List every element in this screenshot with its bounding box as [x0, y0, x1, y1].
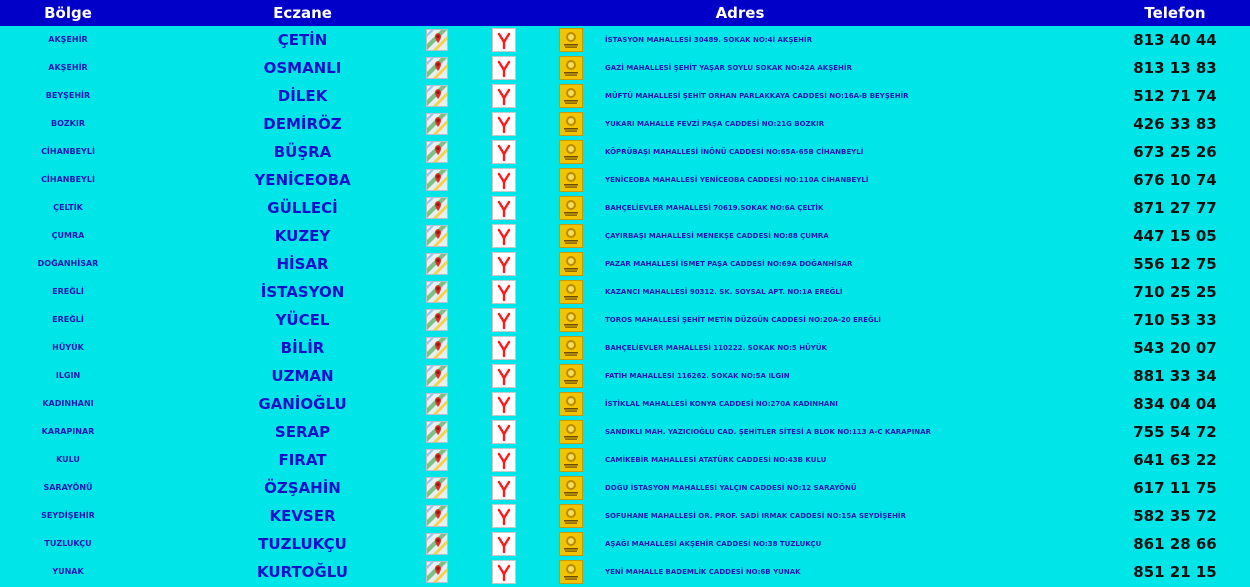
header-phone: Telefon [1144, 4, 1206, 22]
table-row [0, 418, 1250, 446]
address-cell: TOROS MAHALLESİ ŞEHİT METİN DÜZGÜN CADDESİ NO:20A-20 EREĞLİ [605, 316, 881, 324]
yandex-maps-icon[interactable] [492, 28, 516, 52]
phone-cell[interactable]: 710 53 33 [1133, 311, 1217, 329]
phone-cell[interactable]: 673 25 26 [1133, 143, 1217, 161]
address-cell: BAHÇELİEVLER MAHALLESİ 110222. SOKAK NO:5 HÜYÜK [605, 344, 827, 352]
eczaci-odasi-logo-icon[interactable] [559, 224, 583, 248]
address-cell: YUKARI MAHALLE FEVZİ PAŞA CADDESİ NO:21G BOZKIR [605, 120, 825, 128]
google-maps-icon[interactable] [426, 113, 448, 135]
region-cell: ÇUMRA [51, 231, 85, 240]
google-maps-icon[interactable] [426, 561, 448, 583]
region-cell: YUNAK [52, 567, 84, 576]
pharmacy-name[interactable]: KEVSER [269, 507, 336, 525]
eczaci-odasi-logo-icon[interactable] [559, 112, 583, 136]
table-row [0, 530, 1250, 558]
phone-cell[interactable]: 676 10 74 [1133, 171, 1217, 189]
pharmacy-name[interactable]: ÇETİN [277, 31, 328, 49]
phone-cell[interactable]: 617 11 75 [1133, 479, 1217, 497]
table-row [0, 474, 1250, 502]
address-cell: YENİ MAHALLE BADEMLİK CADDESİ NO:6B YUNAK [605, 568, 801, 576]
google-maps-icon[interactable] [426, 225, 448, 247]
pharmacy-list [0, 26, 1250, 586]
pharmacy-name[interactable]: BİLİR [280, 339, 325, 357]
google-maps-icon[interactable] [426, 449, 448, 471]
phone-cell[interactable]: 641 63 22 [1133, 451, 1217, 469]
eczaci-odasi-logo-icon[interactable] [559, 252, 583, 276]
pharmacy-name[interactable]: HİSAR [276, 255, 329, 273]
eczaci-odasi-logo-icon[interactable] [559, 476, 583, 500]
address-cell: KÖPRÜBAŞI MAHALLESİ İNÖNÜ CADDESİ NO:65A-65B CİHANBEYLİ [605, 148, 864, 156]
address-cell: YENİCEOBA MAHALLESİ YENİCEOBA CADDESİ NO:110A CİHANBEYLİ [605, 176, 869, 184]
yandex-maps-icon[interactable] [492, 140, 516, 164]
google-maps-icon[interactable] [426, 85, 448, 107]
eczaci-odasi-logo-icon[interactable] [559, 56, 583, 80]
google-maps-icon[interactable] [426, 169, 448, 191]
google-maps-icon[interactable] [426, 477, 448, 499]
pharmacy-name[interactable]: DEMİRÖZ [263, 115, 342, 133]
table-row [0, 54, 1250, 82]
yandex-maps-icon[interactable] [492, 392, 516, 416]
yandex-maps-icon[interactable] [492, 532, 516, 556]
header-pharmacy: Eczane [273, 4, 332, 22]
eczaci-odasi-logo-icon[interactable] [559, 504, 583, 528]
eczaci-odasi-logo-icon[interactable] [559, 336, 583, 360]
table-row [0, 250, 1250, 278]
phone-cell[interactable]: 813 40 44 [1133, 31, 1217, 49]
phone-cell[interactable]: 426 33 83 [1133, 115, 1217, 133]
google-maps-icon[interactable] [426, 365, 448, 387]
yandex-maps-icon[interactable] [492, 168, 516, 192]
region-cell: AKŞEHİR [48, 35, 88, 44]
google-maps-icon[interactable] [426, 309, 448, 331]
google-maps-icon[interactable] [426, 57, 448, 79]
phone-cell[interactable]: 871 27 77 [1133, 199, 1217, 217]
header-region: Bölge [44, 4, 92, 22]
table-row [0, 26, 1250, 54]
eczaci-odasi-logo-icon[interactable] [559, 196, 583, 220]
google-maps-icon[interactable] [426, 197, 448, 219]
yandex-maps-icon[interactable] [492, 308, 516, 332]
address-cell: BAHÇELİEVLER MAHALLESİ 70619.SOKAK NO:6A ÇELTİK [605, 204, 824, 212]
address-cell: ÇAYIRBAŞI MAHALLESİ MENEKŞE CADDESİ NO:88 ÇUMRA [605, 232, 829, 240]
yandex-maps-icon[interactable] [492, 224, 516, 248]
table-row [0, 278, 1250, 306]
table-row [0, 306, 1250, 334]
yandex-maps-icon[interactable] [492, 504, 516, 528]
region-cell: HÜYÜK [52, 343, 84, 352]
phone-cell[interactable]: 582 35 72 [1133, 507, 1217, 525]
google-maps-icon[interactable] [426, 141, 448, 163]
google-maps-icon[interactable] [426, 29, 448, 51]
region-cell: KULU [56, 455, 80, 464]
address-cell: KAZANCI MAHALLESİ 90312. SK. SOYSAL APT. NO:1A EREĞLİ [605, 288, 843, 296]
address-cell: SOFUHANE MAHALLESİ OR. PROF. SADİ IRMAK CADDESİ NO:15A SEYDİŞEHİR [605, 512, 906, 520]
phone-cell[interactable]: 813 13 83 [1133, 59, 1217, 77]
table-row [0, 558, 1250, 586]
eczaci-odasi-logo-icon[interactable] [559, 168, 583, 192]
phone-cell[interactable]: 755 54 72 [1133, 423, 1217, 441]
phone-cell[interactable]: 556 12 75 [1133, 255, 1217, 273]
phone-cell[interactable]: 861 28 66 [1133, 535, 1217, 553]
eczaci-odasi-logo-icon[interactable] [559, 280, 583, 304]
region-cell: EREĞLİ [52, 287, 84, 296]
pharmacy-name[interactable]: DİLEK [277, 87, 328, 105]
table-row [0, 110, 1250, 138]
yandex-maps-icon[interactable] [492, 336, 516, 360]
eczaci-odasi-logo-icon[interactable] [559, 420, 583, 444]
table-row [0, 222, 1250, 250]
address-cell: İSTİKLAL MAHALLESİ KONYA CADDESİ NO:270A KADINHANI [605, 400, 838, 408]
pharmacy-name[interactable]: YÜCEL [275, 311, 330, 329]
region-cell: TUZLUKÇU [44, 539, 92, 548]
phone-cell[interactable]: 851 21 15 [1133, 563, 1217, 581]
eczaci-odasi-logo-icon[interactable] [559, 84, 583, 108]
pharmacy-name[interactable]: YENİCEOBA [254, 171, 351, 189]
eczaci-odasi-logo-icon[interactable] [559, 308, 583, 332]
pharmacy-name[interactable]: FIRAT [278, 451, 327, 469]
region-cell: BEYŞEHİR [45, 91, 91, 100]
table-row [0, 194, 1250, 222]
eczaci-odasi-logo-icon[interactable] [559, 364, 583, 388]
eczaci-odasi-logo-icon[interactable] [559, 532, 583, 556]
yandex-maps-icon[interactable] [492, 448, 516, 472]
header-address: Adres [715, 4, 765, 22]
google-maps-icon[interactable] [426, 281, 448, 303]
pharmacy-name[interactable]: GÜLLECİ [267, 199, 338, 217]
yandex-maps-icon[interactable] [492, 560, 516, 584]
yandex-maps-icon[interactable] [492, 280, 516, 304]
google-maps-icon[interactable] [426, 253, 448, 275]
pharmacy-name[interactable]: İSTASYON [260, 283, 345, 301]
pharmacy-name[interactable]: GANİOĞLU [258, 395, 347, 413]
address-cell: İSTASYON MAHALLESİ 30489. SOKAK NO:4İ AKŞEHİR [605, 36, 813, 44]
pharmacy-name[interactable]: KURTOĞLU [257, 563, 348, 581]
table-row [0, 166, 1250, 194]
eczaci-odasi-logo-icon[interactable] [559, 392, 583, 416]
yandex-maps-icon[interactable] [492, 252, 516, 276]
region-cell: SEYDİŞEHİR [41, 511, 95, 520]
google-maps-icon[interactable] [426, 421, 448, 443]
region-cell: SARAYÖNÜ [43, 483, 93, 492]
address-cell: AŞAĞI MAHALLESİ AKŞEHİR CADDESİ NO:38 TUZLUKÇU [605, 540, 822, 548]
phone-cell[interactable]: 881 33 34 [1133, 367, 1217, 385]
table-row [0, 362, 1250, 390]
yandex-maps-icon[interactable] [492, 196, 516, 220]
region-cell: CİHANBEYLİ [41, 175, 95, 184]
pharmacy-name[interactable]: BÜŞRA [273, 143, 332, 161]
address-cell: SANDIKLI MAH. YAZICIOĞLU CAD. ŞEHİTLER SİTESİ A BLOK NO:113 A-C KARAPINAR [605, 428, 931, 436]
address-cell: FATİH MAHALLESİ 116262. SOKAK NO:5A ILGIN [605, 372, 790, 380]
region-cell: KADINHANI [42, 399, 94, 408]
pharmacy-name[interactable]: OSMANLI [263, 59, 342, 77]
eczaci-odasi-logo-icon[interactable] [559, 560, 583, 584]
pharmacy-name[interactable]: TUZLUKÇU [258, 535, 347, 553]
address-cell: PAZAR MAHALLESİ İSMET PAŞA CADDESİ NO:69A DOĞANHİSAR [605, 260, 853, 268]
google-maps-icon[interactable] [426, 533, 448, 555]
table-row [0, 138, 1250, 166]
table-row [0, 390, 1250, 418]
pharmacy-name[interactable]: UZMAN [271, 367, 334, 385]
pharmacy-name[interactable]: SERAP [274, 423, 331, 441]
address-cell: MÜFTÜ MAHALLESİ ŞEHİT ORHAN PARLAKKAYA CADDESİ NO:16A-B BEYŞEHİR [605, 92, 909, 100]
pharmacy-name[interactable]: KUZEY [274, 227, 331, 245]
eczaci-odasi-logo-icon[interactable] [559, 140, 583, 164]
phone-cell[interactable]: 447 15 05 [1133, 227, 1217, 245]
google-maps-icon[interactable] [426, 337, 448, 359]
table-row [0, 334, 1250, 362]
eczaci-odasi-logo-icon[interactable] [559, 28, 583, 52]
phone-cell[interactable]: 543 20 07 [1133, 339, 1217, 357]
address-cell: DOĞU İSTASYON MAHALLESİ YALÇIN CADDESİ NO:12 SARAYÖNÜ [605, 484, 857, 492]
google-maps-icon[interactable] [426, 393, 448, 415]
yandex-maps-icon[interactable] [492, 420, 516, 444]
phone-cell[interactable]: 710 25 25 [1133, 283, 1217, 301]
yandex-maps-icon[interactable] [492, 476, 516, 500]
region-cell: DOĞANHİSAR [37, 259, 99, 268]
table-row [0, 82, 1250, 110]
table-row [0, 446, 1250, 474]
region-cell: BOZKIR [50, 119, 86, 128]
phone-cell[interactable]: 834 04 04 [1133, 395, 1217, 413]
yandex-maps-icon[interactable] [492, 364, 516, 388]
eczaci-odasi-logo-icon[interactable] [559, 448, 583, 472]
phone-cell[interactable]: 512 71 74 [1133, 87, 1217, 105]
address-cell: CAMİKEBİR MAHALLESİ ATATÜRK CADDESİ NO:43B KULU [605, 456, 827, 464]
region-cell: AKŞEHİR [48, 63, 88, 72]
table-row [0, 502, 1250, 530]
pharmacy-name[interactable]: ÖZŞAHİN [264, 479, 341, 497]
google-maps-icon[interactable] [426, 505, 448, 527]
yandex-maps-icon[interactable] [492, 112, 516, 136]
region-cell: ILGIN [55, 371, 81, 380]
region-cell: EREĞLİ [52, 315, 84, 324]
table-header [0, 0, 1250, 26]
region-cell: ÇELTİK [53, 203, 83, 212]
address-cell: GAZİ MAHALLESİ ŞEHİT YAŞAR SOYLU SOKAK NO:42A AKŞEHİR [605, 64, 852, 72]
yandex-maps-icon[interactable] [492, 84, 516, 108]
yandex-maps-icon[interactable] [492, 56, 516, 80]
region-cell: KARAPINAR [41, 427, 95, 436]
region-cell: CİHANBEYLİ [41, 147, 95, 156]
